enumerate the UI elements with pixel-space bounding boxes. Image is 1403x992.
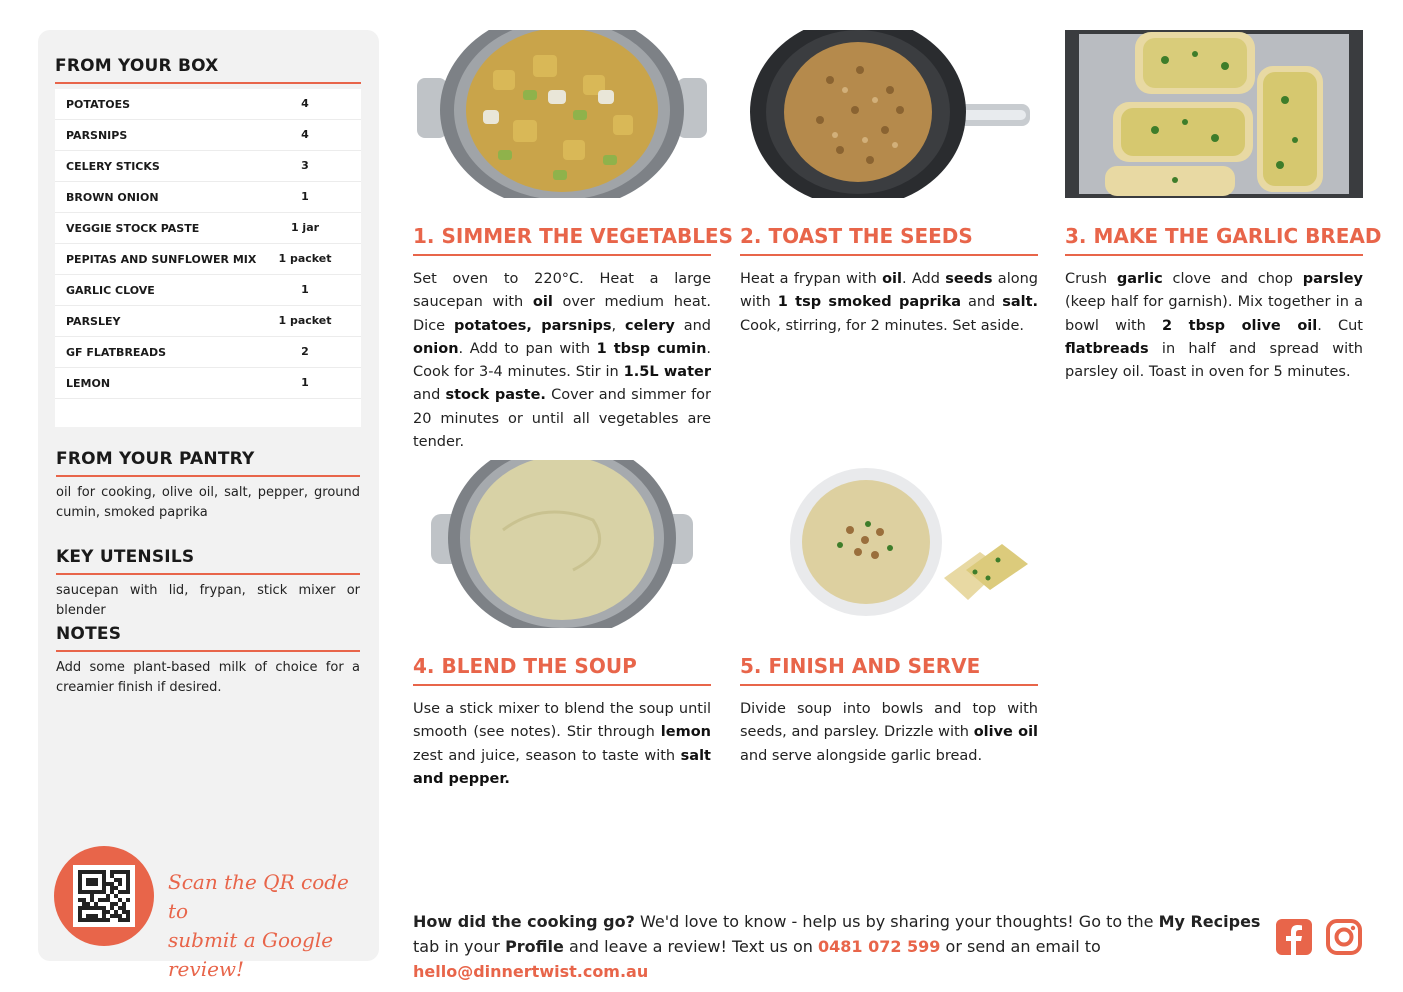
- notes-divider: [56, 650, 360, 652]
- ingredient-name: VEGGIE STOCK PASTE: [66, 222, 200, 235]
- ingredient-row: [55, 368, 361, 399]
- step-5-text: Divide soup into bowls and top with seeds, and parsley. Drizzle with olive oil and serve alongside garlic bread.: [740, 701, 1039, 764]
- ingredient-qty: 1 packet: [278, 314, 332, 327]
- pantry-text: oil for cooking, olive oil, salt, pepper, ground cumin, smoked paprika: [56, 485, 360, 520]
- profile-link: Profile: [505, 937, 564, 956]
- ingredient-row: [55, 244, 361, 275]
- qr-code[interactable]: [73, 865, 135, 927]
- step-3-divider: [1065, 254, 1363, 256]
- ingredient-row: [55, 213, 361, 244]
- ingredient-name: PARSLEY: [66, 315, 121, 328]
- instagram-icon[interactable]: [1326, 919, 1362, 955]
- notes-title: NOTES: [56, 624, 122, 644]
- ingredient-name: GF FLATBREADS: [66, 346, 166, 359]
- footer-question: How did the cooking go?: [413, 912, 635, 931]
- qr-caption: Scan the QR code to submit a Google review!: [168, 870, 349, 981]
- step-2-divider: [740, 254, 1038, 256]
- ingredient-name: POTATOES: [66, 98, 131, 111]
- utensils-text: saucepan with lid, frypan, stick mixer or blender: [56, 583, 360, 618]
- step-1-title: 1. SIMMER THE VEGETABLES: [413, 224, 733, 248]
- ingredient-row: [55, 337, 361, 368]
- utensils-divider: [56, 573, 360, 575]
- step-2-title: 2. TOAST THE SEEDS: [740, 224, 973, 248]
- ingredient-name: LEMON: [66, 377, 111, 390]
- step-5-divider: [740, 684, 1038, 686]
- ingredient-name: BROWN ONION: [66, 191, 159, 204]
- ingredient-name: GARLIC CLOVE: [66, 284, 155, 297]
- email-link[interactable]: hello@dinnertwist.com.au: [413, 962, 649, 981]
- ingredient-row: [55, 182, 361, 213]
- ingredient-qty: 1 jar: [290, 221, 320, 234]
- ingredient-row: [55, 120, 361, 151]
- from-box-divider: [55, 82, 361, 84]
- step-4-title: 4. BLEND THE SOUP: [413, 654, 637, 678]
- ingredient-row: [55, 89, 361, 120]
- facebook-icon[interactable]: [1276, 919, 1312, 955]
- ingredient-qty: 1: [301, 376, 309, 389]
- step-1-divider: [413, 254, 711, 256]
- ingredient-qty: 1: [301, 190, 309, 203]
- step-3-text: Crush garlic clove and chop parsley (keep half for garnish). Mix together in a bowl with 2 tbsp olive oil. Cut flatbreads in half and spread with parsley oil. Toast in oven for 5 minutes.: [1065, 271, 1363, 381]
- ingredient-name: PEPITAS AND SUNFLOWER MIX: [66, 253, 257, 266]
- review-footer: How did the cooking go? We'd love to know - help us by sharing your thoughts! Go to the My Recipes tab in your Profile and leave a review! Text us on 0481 072 599 or send an email to hello@dinnertwist.com.au: [413, 912, 1261, 981]
- ingredient-name: PARSNIPS: [66, 129, 128, 142]
- simmer-vegetables-photo: [413, 30, 711, 198]
- ingredients-table: [55, 89, 361, 427]
- ingredient-qty: 1 packet: [278, 252, 332, 265]
- phone-number[interactable]: 0481 072 599: [817, 937, 941, 956]
- from-box-title: FROM YOUR BOX: [55, 56, 219, 76]
- step-1-text: Set oven to 220°C. Heat a large saucepan with oil over medium heat. Dice potatoes, parsnips, celery and onion. Add to pan with 1 tbsp cumin. Cook for 3-4 minutes. Stir in 1.5L water and stock paste. Cover and simmer for 20 minutes or until all vegetables are tender.: [413, 271, 712, 451]
- pantry-divider: [56, 475, 360, 477]
- ingredient-name: CELERY STICKS: [66, 160, 160, 173]
- ingredient-qty: 3: [301, 159, 309, 172]
- pantry-title: FROM YOUR PANTRY: [56, 449, 255, 469]
- ingredient-row: [55, 306, 361, 337]
- ingredient-row: [55, 275, 361, 306]
- step-2-text: Heat a frypan with oil. Add seeds along with 1 tsp smoked paprika and salt. Cook, stirring, for 2 minutes. Set aside.: [740, 271, 1039, 334]
- ingredients-sidebar: [38, 30, 379, 981]
- finish-serve-photo: [740, 460, 1038, 628]
- step-5-title: 5. FINISH AND SERVE: [740, 654, 981, 678]
- utensils-title: KEY UTENSILS: [56, 547, 195, 567]
- my-recipes-link: My Recipes: [1158, 912, 1261, 931]
- notes-text: Add some plant-based milk of choice for a creamier finish if desired.: [56, 660, 360, 695]
- qr-badge: [54, 846, 154, 946]
- step-3-title: 3. MAKE THE GARLIC BREAD: [1065, 224, 1382, 248]
- ingredient-qty: 1: [301, 283, 309, 296]
- step-4-text: Use a stick mixer to blend the soup until smooth (see notes). Stir through lemon zest and juice, season to taste with salt and pepper.: [413, 701, 711, 787]
- step-4-divider: [413, 684, 711, 686]
- ingredient-qty: 2: [301, 345, 309, 358]
- blend-soup-photo: [413, 460, 711, 628]
- garlic-bread-photo: [1065, 30, 1363, 198]
- ingredient-row: [55, 151, 361, 182]
- ingredient-qty: 4: [301, 128, 309, 141]
- ingredient-qty: 4: [301, 97, 309, 110]
- toast-seeds-photo: [740, 30, 1038, 198]
